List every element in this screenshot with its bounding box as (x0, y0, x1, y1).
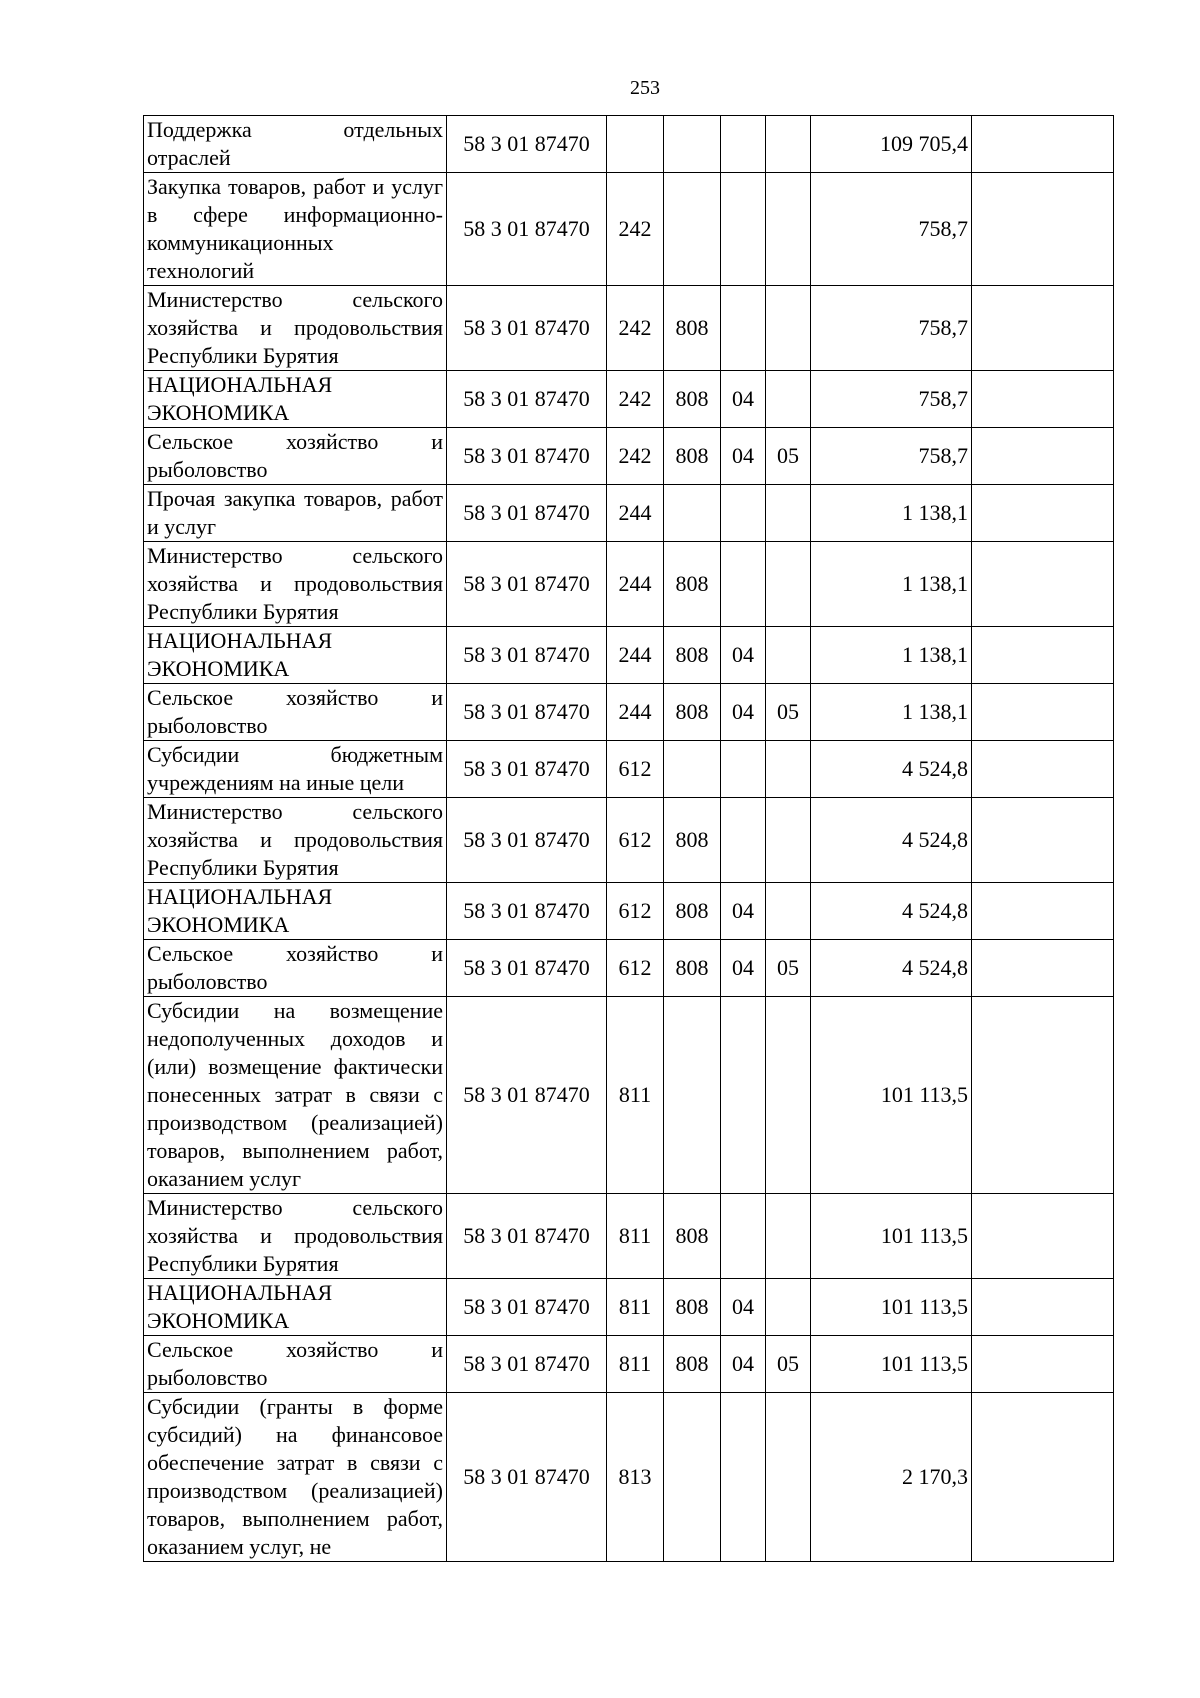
table-row (144, 997, 1114, 1194)
subsection-code (766, 116, 811, 173)
subsection-code (766, 997, 811, 1194)
table-row (144, 940, 1114, 997)
extra-cell (972, 940, 1114, 997)
table-row (144, 627, 1114, 684)
row-name: Министерство сельского хозяйства и продовольствия Республики Бурятия (144, 542, 447, 627)
ministry-code (664, 741, 721, 798)
section-code: 04 (721, 371, 766, 428)
row-name: НАЦИОНАЛЬНАЯ ЭКОНОМИКА (144, 371, 447, 428)
ministry-code (664, 485, 721, 542)
table-row (144, 428, 1114, 485)
row-name: Сельское хозяйство и рыболовство (144, 1336, 447, 1393)
ministry-code: 808 (664, 1194, 721, 1279)
amount: 2 170,3 (811, 1393, 972, 1562)
target-article-code: 58 3 01 87470 (447, 116, 607, 173)
table-row (144, 1279, 1114, 1336)
extra-cell (972, 741, 1114, 798)
target-article-code: 58 3 01 87470 (447, 1279, 607, 1336)
expense-type-code: 813 (607, 1393, 664, 1562)
expense-type-code: 811 (607, 997, 664, 1194)
section-code (721, 116, 766, 173)
table-row (144, 1336, 1114, 1393)
amount: 1 138,1 (811, 485, 972, 542)
ministry-code: 808 (664, 798, 721, 883)
section-code (721, 286, 766, 371)
subsection-code (766, 542, 811, 627)
amount: 758,7 (811, 371, 972, 428)
subsection-code (766, 627, 811, 684)
subsection-code: 05 (766, 684, 811, 741)
target-article-code: 58 3 01 87470 (447, 997, 607, 1194)
section-code (721, 485, 766, 542)
table-row (144, 741, 1114, 798)
section-code: 04 (721, 1336, 766, 1393)
ministry-code (664, 997, 721, 1194)
amount: 4 524,8 (811, 741, 972, 798)
expense-type-code: 612 (607, 798, 664, 883)
ministry-code: 808 (664, 1336, 721, 1393)
extra-cell (972, 173, 1114, 286)
amount: 758,7 (811, 428, 972, 485)
section-code (721, 997, 766, 1194)
extra-cell (972, 286, 1114, 371)
row-name: Сельское хозяйство и рыболовство (144, 684, 447, 741)
target-article-code: 58 3 01 87470 (447, 883, 607, 940)
subsection-code (766, 1393, 811, 1562)
table-row (144, 684, 1114, 741)
subsection-code (766, 1279, 811, 1336)
expense-type-code: 612 (607, 940, 664, 997)
subsection-code (766, 173, 811, 286)
target-article-code: 58 3 01 87470 (447, 1336, 607, 1393)
section-code (721, 1194, 766, 1279)
section-code: 04 (721, 627, 766, 684)
section-code (721, 542, 766, 627)
table-row (144, 173, 1114, 286)
ministry-code: 808 (664, 428, 721, 485)
target-article-code: 58 3 01 87470 (447, 627, 607, 684)
ministry-code: 808 (664, 940, 721, 997)
ministry-code (664, 116, 721, 173)
amount: 101 113,5 (811, 1194, 972, 1279)
ministry-code: 808 (664, 883, 721, 940)
row-name: Министерство сельского хозяйства и продовольствия Республики Бурятия (144, 1194, 447, 1279)
ministry-code: 808 (664, 627, 721, 684)
amount: 1 138,1 (811, 542, 972, 627)
extra-cell (972, 883, 1114, 940)
section-code (721, 173, 766, 286)
extra-cell (972, 542, 1114, 627)
section-code (721, 798, 766, 883)
section-code (721, 741, 766, 798)
expense-type-code: 811 (607, 1336, 664, 1393)
amount: 4 524,8 (811, 798, 972, 883)
row-name: Субсидии бюджетным учреждениям на иные цели (144, 741, 447, 798)
table-row (144, 371, 1114, 428)
extra-cell (972, 428, 1114, 485)
section-code: 04 (721, 940, 766, 997)
section-code: 04 (721, 883, 766, 940)
table-row (144, 883, 1114, 940)
subsection-code (766, 286, 811, 371)
target-article-code: 58 3 01 87470 (447, 1194, 607, 1279)
budget-table (143, 115, 1114, 1562)
target-article-code: 58 3 01 87470 (447, 741, 607, 798)
extra-cell (972, 1279, 1114, 1336)
target-article-code: 58 3 01 87470 (447, 371, 607, 428)
table-row (144, 798, 1114, 883)
table-row (144, 1194, 1114, 1279)
extra-cell (972, 1194, 1114, 1279)
ministry-code: 808 (664, 1279, 721, 1336)
subsection-code: 05 (766, 1336, 811, 1393)
expense-type-code: 242 (607, 428, 664, 485)
amount: 4 524,8 (811, 940, 972, 997)
table-row (144, 1393, 1114, 1562)
subsection-code: 05 (766, 428, 811, 485)
section-code: 04 (721, 684, 766, 741)
page-number: 253 (630, 77, 660, 99)
target-article-code: 58 3 01 87470 (447, 428, 607, 485)
row-name: НАЦИОНАЛЬНАЯ ЭКОНОМИКА (144, 627, 447, 684)
row-name: Сельское хозяйство и рыболовство (144, 428, 447, 485)
amount: 758,7 (811, 286, 972, 371)
target-article-code: 58 3 01 87470 (447, 173, 607, 286)
target-article-code: 58 3 01 87470 (447, 542, 607, 627)
ministry-code: 808 (664, 286, 721, 371)
table-row (144, 542, 1114, 627)
target-article-code: 58 3 01 87470 (447, 940, 607, 997)
expense-type-code: 242 (607, 173, 664, 286)
extra-cell (972, 116, 1114, 173)
expense-type-code: 244 (607, 684, 664, 741)
extra-cell (972, 684, 1114, 741)
subsection-code (766, 741, 811, 798)
expense-type-code: 612 (607, 883, 664, 940)
subsection-code (766, 798, 811, 883)
amount: 758,7 (811, 173, 972, 286)
row-name: Министерство сельского хозяйства и продовольствия Республики Бурятия (144, 798, 447, 883)
row-name: НАЦИОНАЛЬНАЯ ЭКОНОМИКА (144, 883, 447, 940)
row-name: Поддержка отдельных отраслей (144, 116, 447, 173)
amount: 101 113,5 (811, 997, 972, 1194)
expense-type-code (607, 116, 664, 173)
extra-cell (972, 1393, 1114, 1562)
extra-cell (972, 1336, 1114, 1393)
ministry-code: 808 (664, 684, 721, 741)
amount: 1 138,1 (811, 684, 972, 741)
target-article-code: 58 3 01 87470 (447, 798, 607, 883)
amount: 101 113,5 (811, 1336, 972, 1393)
target-article-code: 58 3 01 87470 (447, 286, 607, 371)
subsection-code (766, 485, 811, 542)
subsection-code (766, 1194, 811, 1279)
ministry-code (664, 173, 721, 286)
subsection-code: 05 (766, 940, 811, 997)
row-name: Субсидии (гранты в форме субсидий) на финансовое обеспечение затрат в связи с производством (реализацией) товаров, выполнением работ, оказанием услуг, не (144, 1393, 447, 1562)
row-name: Министерство сельского хозяйства и продовольствия Республики Бурятия (144, 286, 447, 371)
expense-type-code: 242 (607, 371, 664, 428)
amount: 109 705,4 (811, 116, 972, 173)
target-article-code: 58 3 01 87470 (447, 684, 607, 741)
table-row (144, 116, 1114, 173)
extra-cell (972, 997, 1114, 1194)
table-body (144, 116, 1114, 1562)
ministry-code (664, 1393, 721, 1562)
extra-cell (972, 371, 1114, 428)
row-name: Закупка товаров, работ и услуг в сфере информационно-коммуникационных технологий (144, 173, 447, 286)
expense-type-code: 244 (607, 627, 664, 684)
extra-cell (972, 485, 1114, 542)
extra-cell (972, 627, 1114, 684)
expense-type-code: 811 (607, 1279, 664, 1336)
amount: 1 138,1 (811, 627, 972, 684)
extra-cell (972, 798, 1114, 883)
expense-type-code: 811 (607, 1194, 664, 1279)
table-row (144, 485, 1114, 542)
ministry-code: 808 (664, 542, 721, 627)
ministry-code: 808 (664, 371, 721, 428)
expense-type-code: 612 (607, 741, 664, 798)
expense-type-code: 244 (607, 485, 664, 542)
row-name: НАЦИОНАЛЬНАЯ ЭКОНОМИКА (144, 1279, 447, 1336)
subsection-code (766, 371, 811, 428)
target-article-code: 58 3 01 87470 (447, 1393, 607, 1562)
table-row (144, 286, 1114, 371)
amount: 4 524,8 (811, 883, 972, 940)
row-name: Субсидии на возмещение недополученных доходов и (или) возмещение фактически понесенных затрат в связи с производством (реализацией) товаров, выполнением работ, оказанием услуг (144, 997, 447, 1194)
row-name: Прочая закупка товаров, работ и услуг (144, 485, 447, 542)
row-name: Сельское хозяйство и рыболовство (144, 940, 447, 997)
subsection-code (766, 883, 811, 940)
expense-type-code: 244 (607, 542, 664, 627)
section-code (721, 1393, 766, 1562)
amount: 101 113,5 (811, 1279, 972, 1336)
target-article-code: 58 3 01 87470 (447, 485, 607, 542)
expense-type-code: 242 (607, 286, 664, 371)
section-code: 04 (721, 1279, 766, 1336)
section-code: 04 (721, 428, 766, 485)
